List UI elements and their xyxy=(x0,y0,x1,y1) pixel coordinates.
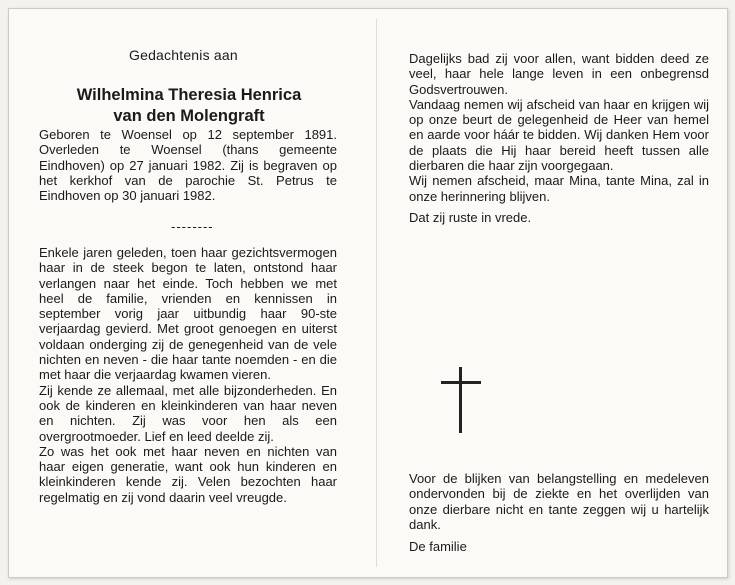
name-line-1: Wilhelmina Theresia Henrica xyxy=(76,86,302,104)
memorial-card xyxy=(8,8,728,578)
bio-paragraph: Geboren te Woensel op 12 september 1891. Overleden te Woensel (thans gemeente Eindhoven) op 27 januari 1982. Zij is begraven op het kerkhof van de parochie St. Petrus te Eindhoven op 30 januari 1982. xyxy=(39,127,337,204)
paragraph: Wij nemen afscheid, maar Mina, tante Mina, zal in onze herinnering blijven. xyxy=(409,173,709,204)
cross-icon xyxy=(441,367,481,433)
thanks-paragraph: Voor de blijken van belangstelling en medeleven ondervonden bij de ziekte en het overlijden van onze dierbare nicht en tante zeggen wij u hartelijk dank. xyxy=(409,471,709,532)
signoff: De familie xyxy=(409,539,467,554)
paragraph: Zij kende ze allemaal, met alle bijzonderheden. En ook de kinderen en kleinkinderen van haar neven en nichten. Zij was voor hen als een overgrootmoeder. Lief en leed deelde zij. xyxy=(39,382,337,444)
paragraph: Zo was het ook met haar neven en nichten van haar eigen generatie, want ook hun kinderen en kleinkinderen kende zij. Velen bezochten haar regelmatig en zij vond daarin veel vreugde. xyxy=(39,443,337,505)
paragraph: Vandaag nemen wij afscheid van haar en krijgen wij op onze beurt de gelegenheid de Heer van hemel en aarde voor háár te bidden. Wij danken Hem voor de plaats die Hij haar bereid heeft tussen alle dierbaren die haar zijn voorgegaan. xyxy=(409,96,709,174)
right-body xyxy=(409,51,709,225)
in-memory-heading: Gedachtenis aan xyxy=(129,47,238,63)
fold-line xyxy=(376,19,377,567)
left-body xyxy=(39,245,337,505)
separator: -------- xyxy=(171,219,214,234)
paragraph: Enkele jaren geleden, toen haar gezichtsvermogen haar in de steek begon te laten, ontstond haar verlangen naar het einde. Toch hebben we met heel de familie, vrienden en kennissen in september vorig jaar uitbundig haar 90-ste verjaardag gevierd. Met groot genoegen en uiterst voldaan onderging zij de genegenheid van de vele nichten en neven - die haar tante noemden - en die met haar die verjaardag kwamen vieren. xyxy=(39,245,337,383)
paragraph: Dagelijks bad zij voor allen, want bidden deed ze veel, haar hele lange leven in een onbegrensd Godsvertrouwen. xyxy=(409,51,709,97)
paragraph: Dat zij ruste in vrede. xyxy=(409,209,532,225)
name-line-2: van den Molengraft xyxy=(113,107,265,125)
deceased-name xyxy=(39,85,339,127)
